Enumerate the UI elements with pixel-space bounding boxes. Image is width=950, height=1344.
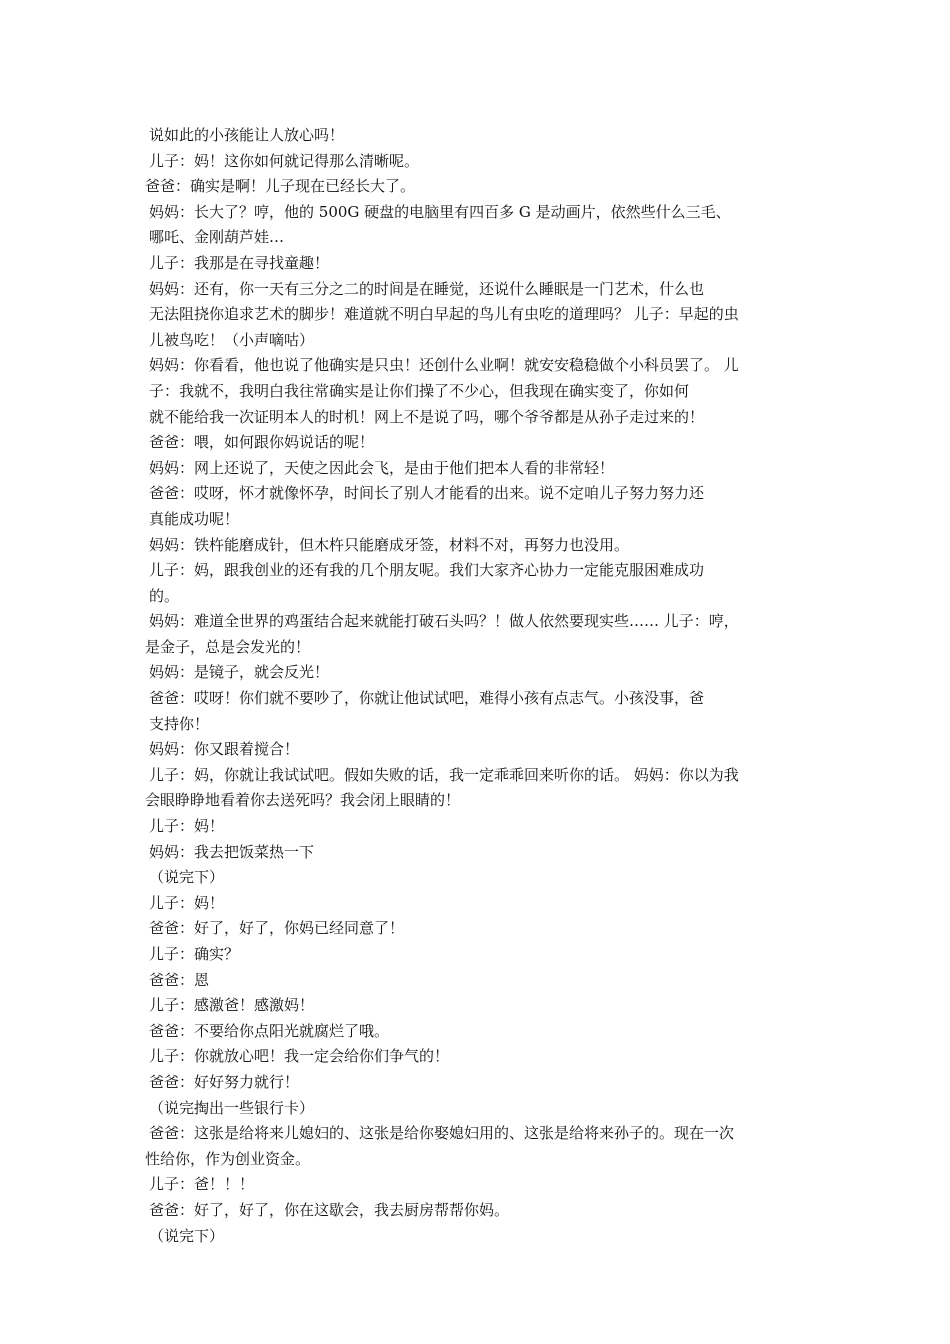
text-line: 儿子：确实？: [149, 945, 240, 963]
text-line: 无法阻挠你追求艺术的脚步！难道就不明白早起的鸟儿有虫吃的道理吗？ 儿子：早起的虫: [149, 305, 739, 324]
text-line: 妈妈：是镜子，就会反光！: [149, 663, 330, 682]
text-line: 爸爸：好好努力就行！: [149, 1072, 300, 1091]
text-line: 儿子：我那是在寻找童趣！: [149, 253, 330, 272]
text-line: 儿子：妈，你就让我试试吧。假如失败的话，我一定乖乖回来听你的话。 妈妈：你以为我: [149, 765, 739, 784]
text-line: 哪吒、金刚葫芦娃…: [149, 228, 285, 247]
text-line: 儿子：妈！: [149, 817, 225, 836]
text-line: 妈妈：网上还说了，天使之因此会飞，是由于他们把本人看的非常轻！: [149, 458, 615, 477]
text-line: 真能成功呢！: [149, 509, 240, 528]
text-line: 爸爸：确实是啊！儿子现在已经长大了。: [145, 177, 416, 196]
text-line: 妈妈：铁杵能磨成针，但木杵只能磨成牙签，材料不对，再努力也没用。: [149, 535, 630, 554]
text-line: 妈妈：你又跟着搅合！: [149, 740, 300, 759]
text-line: 的。: [149, 586, 180, 605]
text-line: （说完下）: [149, 868, 225, 887]
text-line: 爸爸：好了，好了，你在这歇会，我去厨房帮帮你妈。: [149, 1200, 510, 1219]
text-line: 妈妈：长大了？哼，他的 500G 硬盘的电脑里有四百多 G 是动画片，依然些什么三毛、: [149, 202, 731, 221]
text-line: 就不能给我一次证明本人的时机！网上不是说了吗，哪个爷爷都是从孙子走过来的！: [149, 407, 705, 426]
text-line: 儿子：感激爸！感激妈！: [149, 996, 315, 1015]
text-line: 儿子：你就放心吧！我一定会给你们争气的！: [149, 1047, 450, 1066]
text-line: 儿被鸟吃！（小声嘀咕）: [149, 330, 315, 349]
text-line: 子：我就不，我明白我往常确实是让你们操了不少心，但我现在确实变了，你如何: [149, 381, 690, 400]
document-body: [145, 123, 815, 1249]
text-line: 是金子，总是会发光的！: [145, 637, 311, 656]
text-line: 妈妈：我去把饭菜热一下: [149, 842, 315, 861]
text-line: 爸爸：这张是给将来儿媳妇的、这张是给你娶媳妇用的、这张是给将来孙子的。现在一次: [149, 1124, 735, 1143]
text-line: 妈妈：难道全世界的鸡蛋结合起来就能打破石头吗？！做人依然要现实些…… 儿子：哼，: [149, 612, 739, 631]
text-line: 儿子：爸！！！: [149, 1175, 255, 1194]
text-line: 儿子：妈！这你如何就记得那么清晰呢。: [149, 151, 420, 170]
text-line: 会眼睁睁地看着你去送死吗？我会闭上眼睛的！: [145, 791, 461, 810]
text-line: 爸爸：喂，如何跟你妈说话的呢！: [149, 433, 375, 452]
text-line: 妈妈：还有，你一天有三分之二的时间是在睡觉，还说什么睡眠是一门艺术，什么也: [149, 279, 705, 298]
text-line: 妈妈：你看看，他也说了他确实是只虫！还创什么业啊！就安安稳稳做个小科员罢了。 儿: [149, 356, 739, 375]
text-line: 爸爸：哎呀！你们就不要吵了，你就让他试试吧，难得小孩有点志气。小孩没事，爸: [149, 689, 705, 708]
text-line: 爸爸：哎呀，怀才就像怀孕，时间长了别人才能看的出来。说不定咱儿子努力努力还: [149, 484, 705, 503]
text-line: 儿子：妈，跟我创业的还有我的几个朋友呢。我们大家齐心协力一定能克服困难成功: [149, 561, 705, 580]
text-line: 儿子：妈！: [149, 893, 225, 912]
text-line: （说完掏出一些银行卡）: [149, 1098, 315, 1117]
text-line: 爸爸：不要给你点阳光就腐烂了哦。: [149, 1021, 390, 1040]
text-line: 支持你！: [149, 714, 210, 733]
text-line: （说完下）: [149, 1226, 225, 1245]
text-line: 说如此的小孩能让人放心吗！: [149, 126, 345, 144]
text-line: 性给你，作为创业资金。: [145, 1149, 311, 1168]
text-line: 爸爸：好了，好了，你妈已经同意了！: [149, 919, 405, 938]
text-line: 爸爸：恩: [149, 970, 210, 989]
